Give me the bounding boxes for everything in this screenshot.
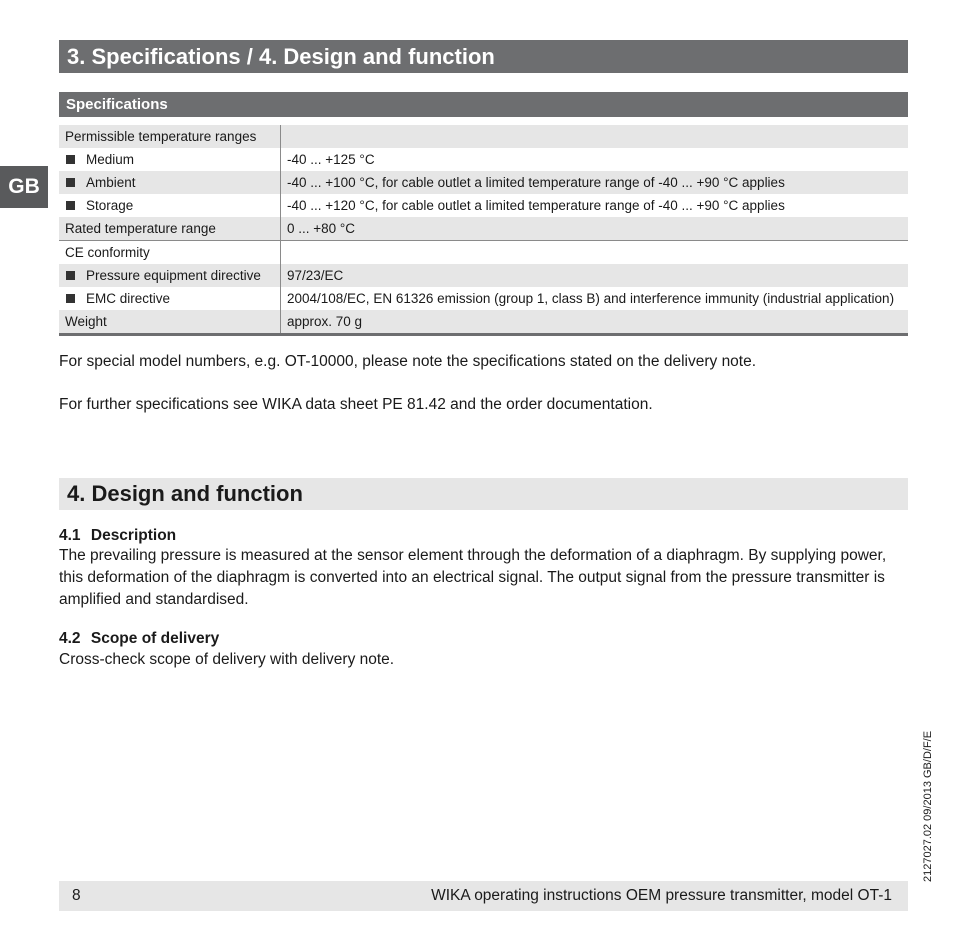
spec-label: CE conformity [59, 241, 281, 265]
spec-label: Ambient [59, 171, 281, 194]
bullet-icon [66, 271, 75, 280]
note-further-specifications: For further specifications see WIKA data sheet PE 81.42 and the order documentation. [59, 396, 653, 413]
bullet-icon [66, 201, 75, 210]
table-row [59, 194, 908, 217]
spec-value: 0 ... +80 °C [281, 217, 909, 241]
table-row [59, 125, 908, 148]
description-heading [59, 526, 176, 546]
spec-label: Permissible temperature ranges [59, 125, 281, 148]
table-row [59, 171, 908, 194]
table-row [59, 217, 908, 241]
note-special-models: For special model numbers, e.g. OT-10000, please note the specifications stated on the delivery note. [59, 353, 757, 370]
spec-label: EMC directive [59, 287, 281, 310]
table-row [59, 241, 908, 265]
spec-label: Storage [59, 194, 281, 217]
specifications-table-title: Specifications [59, 92, 908, 117]
bullet-icon [66, 294, 75, 303]
spec-label: Medium [59, 148, 281, 171]
spec-value: -40 ... +125 °C [287, 152, 375, 167]
language-tab: GB [0, 166, 48, 208]
description-number: 4.1 [59, 527, 81, 544]
document-title: WIKA operating instructions OEM pressure transmitter, model OT-1 [431, 887, 892, 904]
table-row [59, 287, 908, 310]
page-number: 8 [72, 887, 81, 904]
page-title: 3. Specifications / 4. Design and function [59, 40, 908, 73]
spec-value: -40 ... +120 °C, for cable outlet a limited temperature range of -40 ... +90 °C applies [287, 198, 785, 213]
spec-value: 2004/108/EC, EN 61326 emission (group 1, class B) and interference immunity (industrial application) [287, 291, 895, 306]
spec-label: Pressure equipment directive [59, 264, 281, 287]
spec-value: -40 ... +100 °C, for cable outlet a limited temperature range of -40 ... +90 °C applies [281, 171, 909, 194]
spec-value: approx. 70 g [281, 310, 909, 335]
spec-value [281, 125, 909, 148]
description-text: The prevailing pressure is measured at the sensor element through the deformation of a diaphragm. By supplying power, this deformation of the diaphragm is converted into an electrical signal. The output signal from the pressure transmitter is amplified and standardised. [59, 547, 887, 608]
bullet-icon [66, 178, 75, 187]
spec-value [281, 241, 909, 265]
scope-title: Scope of delivery [90, 630, 220, 647]
document-code: 2127027.02 09/2013 GB/D/F/E [922, 730, 934, 882]
scope-number: 4.2 [59, 630, 81, 647]
spec-label: Rated temperature range [59, 217, 281, 241]
table-row [59, 264, 908, 287]
table-row [59, 148, 908, 171]
spec-label: Weight [59, 310, 281, 335]
spec-value: 97/23/EC [281, 264, 909, 287]
page-footer [59, 881, 908, 911]
description-title: Description [90, 527, 177, 544]
specifications-table [59, 125, 908, 336]
section-title: 4. Design and function [59, 478, 908, 510]
table-row [59, 310, 908, 335]
scope-text: Cross-check scope of delivery with delivery note. [59, 651, 395, 668]
scope-heading [59, 629, 219, 649]
bullet-icon [66, 155, 75, 164]
